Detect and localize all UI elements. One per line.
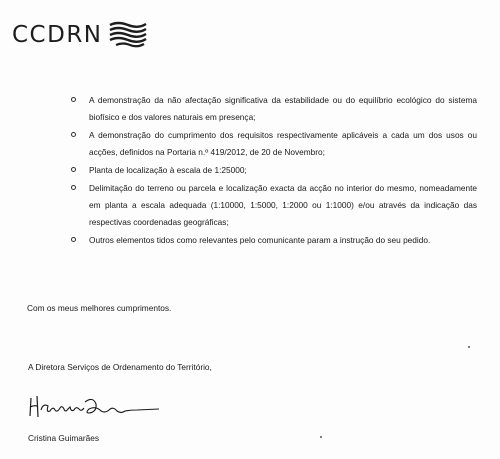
wave-stripes-icon [108,20,148,50]
list-item-text: Outros elementos tidos como relevantes pelo comunicante param a instrução do seu pedido. [89,235,431,245]
list-item [62,180,477,231]
bullet-circle-icon [71,132,76,137]
list-item [62,92,477,126]
closing-line: Com os meus melhores cumprimentos. [27,303,172,313]
scan-speck [320,436,322,438]
scan-speck [468,346,470,348]
list-item-text: A demonstração da não afectação significativa da estabilidade ou do equilíbrio ecológico do sistema biofísico e dos valores naturais em presença; [89,95,477,122]
requirements-list [62,92,477,250]
list-item [62,127,477,161]
bullet-circle-icon [71,97,76,102]
bullet-circle-icon [71,167,76,172]
list-item-text: Planta de localização à escala de 1:25000; [89,165,247,175]
list-item-text: A demonstração do cumprimento dos requisitos respectivamente aplicáveis a cada um dos usos ou acções, definidos na Portaria n.º 419/2012, de 20 de Novembro; [89,130,477,157]
signer-name: Cristina Guimarães [28,433,100,443]
list-item [62,232,477,249]
signatory-title: A Diretora Serviços de Ordenamento do Território, [28,362,212,372]
list-item [62,162,477,179]
logo-text: CCDRN [12,22,103,48]
handwritten-signature [27,390,162,422]
bullet-circle-icon [71,237,76,242]
ccdrn-logo [12,20,148,50]
bullet-circle-icon [71,185,76,190]
list-item-text: Delimitação do terreno ou parcela e localização exacta da acção no interior do mesmo, nomeadamente em planta a escala adequada (1:10000, 1:5000, 1:2000 ou 1:1000) e/ou através da indicação das respectivas coordenadas geográficas; [89,183,477,227]
